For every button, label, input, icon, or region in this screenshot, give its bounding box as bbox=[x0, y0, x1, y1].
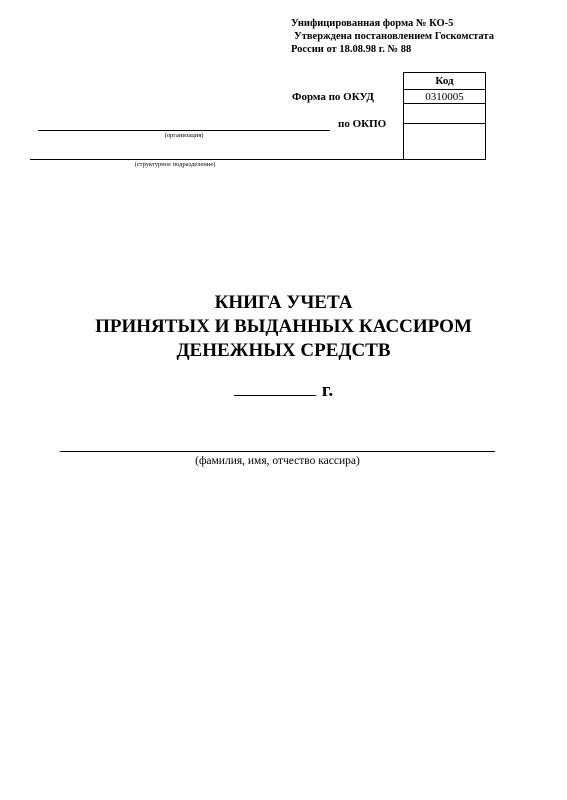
form-header-line-1: Унифицированная форма № КО-5 bbox=[291, 18, 454, 29]
organization-field-line bbox=[38, 130, 330, 131]
cashier-name-line bbox=[60, 451, 495, 452]
cashier-caption: (фамилия, имя, отчество кассира) bbox=[195, 455, 360, 467]
okud-code-value: 0310005 bbox=[404, 90, 485, 104]
okud-label: Форма по ОКУД bbox=[292, 91, 374, 103]
code-column-header: Код bbox=[404, 73, 485, 90]
year-suffix: г. bbox=[321, 380, 334, 401]
document-title-line-1: КНИГА УЧЕТА bbox=[214, 292, 353, 313]
department-caption: (структурное подразделение) bbox=[134, 161, 216, 168]
document-title-line-3: ДЕНЕЖНЫХ СРЕДСТВ bbox=[176, 340, 391, 361]
organization-caption: (организация) bbox=[164, 132, 204, 139]
code-table bbox=[403, 72, 486, 160]
year-blank-line bbox=[234, 377, 316, 396]
document-title-line-2: ПРИНЯТЫХ И ВЫДАННЫХ КАССИРОМ bbox=[95, 316, 472, 337]
form-header-line-2: Утверждена постановлением Госкомстата bbox=[294, 31, 494, 42]
year-row bbox=[0, 377, 567, 403]
form-header-line-3: России от 18.08.98 г. № 88 bbox=[291, 44, 412, 55]
okpo-label: по ОКПО bbox=[338, 118, 387, 130]
okpo-code-value bbox=[404, 104, 485, 124]
empty-code-cell bbox=[404, 124, 485, 159]
department-field-line bbox=[30, 159, 404, 160]
